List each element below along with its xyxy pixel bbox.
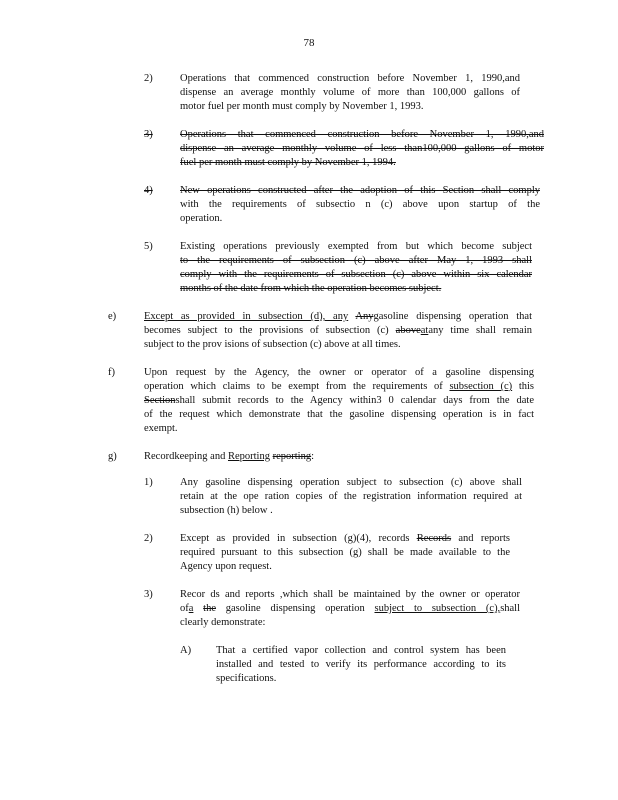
- text-line: Recor ds and reports ,which shall be maintained by the owner or operator: [180, 589, 520, 600]
- inserted-text: subsection (c): [449, 381, 513, 392]
- text-line: Existing operations previously exempted from but which become subject: [180, 241, 532, 252]
- text-run: this: [518, 381, 535, 392]
- deleted-text: Section: [144, 395, 176, 406]
- text-run: gasoline dispensing operation that: [373, 311, 533, 322]
- deleted-text: Any: [355, 311, 374, 322]
- text-line: motor fuel per month must comply by November 1, 1993.: [180, 101, 424, 112]
- item-label: 4): [144, 185, 153, 196]
- text-run: shall submit records to the Agency within3 0 calendar days from the date: [175, 395, 534, 406]
- item-label: 1): [144, 477, 153, 488]
- text-line: [180, 532, 510, 546]
- text-line: Any gasoline dispensing operation subject to subsection (c) above shall: [180, 477, 522, 488]
- struck-line: to the requirements of subsection (c) above after May 1, 1993 shall: [180, 255, 532, 266]
- item-label: 2): [144, 73, 153, 84]
- item-text: [180, 128, 544, 170]
- item-label: 2): [144, 533, 153, 544]
- text-line: [180, 602, 520, 616]
- item-text: [180, 476, 522, 518]
- item-text: [144, 310, 532, 352]
- text-line: That a certified vapor collection and control system has been: [216, 645, 506, 656]
- text-line: Agency upon request.: [180, 561, 272, 572]
- text-line: Upon request by the Agency, the owner or operator of a gasoline dispensing: [144, 367, 534, 378]
- text-line: fuel per month must comply by November 1, 1994.: [180, 157, 396, 168]
- struck-line: months of the date from which the operation becomes subject.: [180, 283, 442, 294]
- text-line: Operations that commenced construction before November 1, 1990,and: [180, 73, 520, 84]
- item-label: A): [180, 645, 192, 656]
- item-text: [144, 366, 534, 436]
- text-line: [144, 394, 534, 408]
- text-run: gasoline dispensing operation: [225, 603, 365, 614]
- item-text: [180, 588, 520, 630]
- text-line: installed and tested to verify its performance according to its: [216, 659, 506, 670]
- item-text: [180, 240, 532, 296]
- text-line: [144, 380, 534, 394]
- text-line: dispense an average monthly volume of less than100,000 gallons of motor: [180, 143, 544, 154]
- struck-line: comply with the requirements of subsection (c) above within six calendar: [180, 269, 532, 280]
- text-line: retain at the ope ration copies of the registration information required at: [180, 491, 522, 502]
- text-line: specifications.: [216, 673, 277, 684]
- text-run: Except as provided in subsection (g)(4), records: [180, 533, 410, 544]
- deleted-text: above: [395, 325, 421, 336]
- text-line: exempt.: [144, 423, 178, 434]
- inserted-text: Reporting: [227, 451, 270, 462]
- text-line: required pursuant to this subsection (g) shall be made available to the: [180, 547, 510, 558]
- inserted-text: a: [188, 603, 194, 614]
- text-line: [144, 324, 532, 338]
- text-run: operation which claims to be exempt from the requirements of: [144, 381, 443, 392]
- deleted-text: reporting: [272, 451, 312, 462]
- deleted-text: Records: [416, 533, 452, 544]
- text-run: becomes subject to the provisions of subsection (c): [144, 325, 389, 336]
- deleted-text: the: [203, 603, 216, 614]
- item-text: [180, 532, 510, 574]
- text-run: :: [311, 451, 315, 462]
- page-number: 78: [303, 37, 315, 49]
- text-line: operation.: [180, 213, 223, 224]
- inserted-text: at: [420, 325, 429, 336]
- text-line: dispense an average monthly volume of more than 100,000 gallons of: [180, 87, 520, 98]
- text-line: of the request which demonstrate that the gasoline dispensing operation is in fact: [144, 409, 534, 420]
- text-run: shall: [500, 603, 521, 614]
- text-line: subject to the prov isions of subsection (c) above at all times.: [144, 339, 401, 350]
- text-run: of: [180, 603, 189, 614]
- item-label: 5): [144, 241, 153, 252]
- item-text: [216, 644, 506, 686]
- item-text: [180, 72, 520, 114]
- text-run: and reports: [458, 533, 510, 544]
- text-run: any time shall remain: [428, 325, 533, 336]
- section-heading: [144, 450, 404, 464]
- text-line: clearly demonstrate:: [180, 617, 266, 628]
- item-label: 3): [144, 129, 153, 140]
- struck-line: New operations constructed after the adoption of this Section shall comply: [180, 185, 540, 196]
- item-label: 3): [144, 589, 153, 600]
- item-label: g): [108, 451, 117, 462]
- text-line: subsection (h) below .: [180, 505, 273, 516]
- item-text: [180, 184, 540, 226]
- text-line: with the requirements of subsectio n (c) above upon startup of the: [180, 199, 540, 210]
- inserted-text: Except as provided in subsection (d), any: [144, 311, 349, 322]
- item-label: f): [108, 367, 115, 378]
- text-line: [144, 310, 532, 324]
- inserted-text: subject to subsection (c),: [374, 603, 501, 614]
- text-run: Recordkeeping and: [144, 451, 228, 462]
- text-line: Operations that commenced construction before November 1, 1990,and: [180, 129, 544, 140]
- item-label: e): [108, 311, 117, 322]
